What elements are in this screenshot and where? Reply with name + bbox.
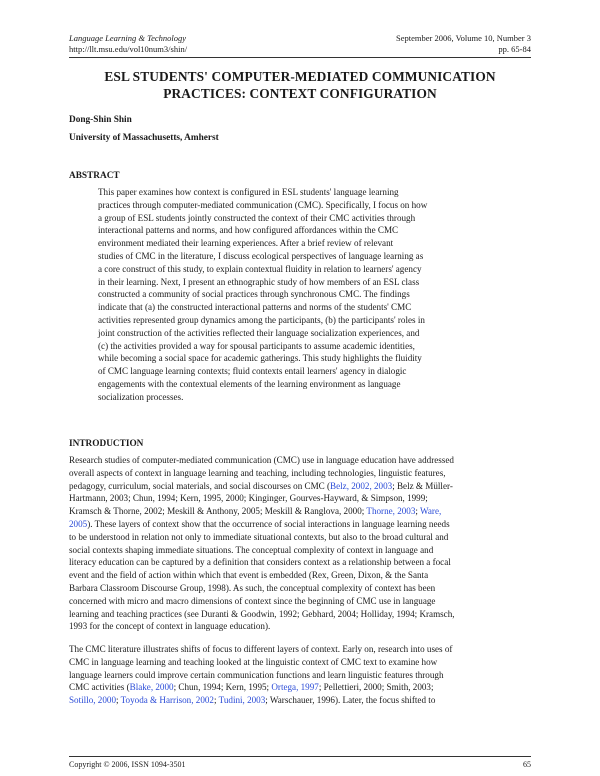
text-segment: social contexts shaping immediate situations. The conceptual complexity of context in language and: [69, 544, 434, 555]
text-line: [69, 620, 532, 633]
abstract-line: joint construction of the activities reflected their language socialization experiences, and: [98, 327, 420, 338]
citation-link[interactable]: 2005: [69, 518, 88, 529]
running-header: [69, 33, 531, 55]
text-line: [69, 681, 532, 694]
text-segment: CMC activities (: [69, 682, 130, 693]
text-line: [69, 656, 532, 669]
text-line: [69, 518, 532, 531]
page-number: 65: [523, 760, 531, 769]
text-segment: to be understood in relation not only to immediate situational contexts, but also to the broad cultural and: [69, 531, 449, 542]
text-segment: ; Chun, 1994; Kern, 1995;: [173, 682, 272, 693]
text-segment: Barbara Classroom Discourse Group, 1998). As such, the conceptual complexity of context has been: [69, 582, 436, 593]
citation-link[interactable]: Sotillo, 2000: [69, 695, 116, 706]
text-line: [69, 454, 532, 467]
copyright-notice: Copyright © 2006, ISSN 1094-3501: [69, 760, 186, 769]
text-segment: concerned with micro and macro dimensions of context since the beginning of CMC use in language: [69, 595, 436, 606]
journal-url[interactable]: http://llt.msu.edu/vol10num3/shin/: [69, 44, 188, 54]
text-segment: ;: [213, 695, 219, 706]
text-line: [69, 505, 532, 518]
text-line: [69, 467, 532, 480]
issue-info: September 2006, Volume 10, Number 3: [396, 33, 531, 43]
abstract-line: in their learning. Next, I present an ethnographic study of how members of an ESL class: [98, 276, 420, 287]
text-segment: ; Pellettieri, 2000; Smith, 2003;: [318, 682, 434, 693]
text-segment: Research studies of computer-mediated communication (CMC) use in language education have addressed: [69, 455, 454, 465]
citation-link[interactable]: Ware,: [420, 506, 442, 517]
abstract-line: practices through computer-mediated communication (CMC). Specifically, I focus on how: [98, 199, 428, 210]
abstract-line: a core construct of this study, to explain contextual fluidity in relation to learners' agency: [98, 263, 422, 274]
author-affiliation: University of Massachusetts, Amherst: [69, 133, 219, 143]
text-line: [69, 582, 532, 595]
abstract-line: while becoming a social space for academic gatherings. This study highlights the fluidity: [98, 353, 422, 364]
citation-link[interactable]: Toyoda & Harrison, 2002: [120, 695, 214, 706]
abstract-line: socialization processes.: [98, 391, 184, 402]
abstract-line: This paper examines how context is configured in ESL students' language learning: [98, 187, 399, 197]
abstract-line: studies of CMC in the literature, I discuss ecological perspectives of language learning as: [98, 250, 424, 261]
abstract-line: of CMC language learning contexts; fluid contexts entail learners' agency in dialogic: [98, 366, 407, 377]
text-segment: learning and teaching practices (see Duranti & Goodwin, 1992; Gebhard, 2004; Holliday, 1994; Kramsch,: [69, 608, 455, 619]
text-segment: Hartmann, 2003; Chun, 1994; Kern, 1995, 2000; Kinginger, Gourves-Hayward, & Simpson, 1999;: [69, 493, 428, 504]
abstract-line: (c) the activities provided a way for spousal participants to assume academic identities,: [98, 340, 415, 351]
text-segment: ). These layers of context show that the occurrence of social interactions in language learning needs: [87, 518, 450, 529]
text-line: [69, 595, 532, 608]
intro-paragraph-2: [69, 643, 532, 707]
text-line: [69, 643, 532, 656]
text-line: [69, 544, 532, 557]
text-segment: pedagogy, curriculum, social materials, and social discourses on CMC (: [69, 480, 331, 491]
text-segment: ; Warschauer, 1996). Later, the focus shifted to: [265, 695, 436, 706]
text-segment: overall aspects of context in language learning and teaching, including technologies, linguistic features,: [69, 467, 446, 478]
text-line: [69, 480, 532, 493]
text-segment: literacy education can be captured by a definition that considers context as a relationship between a focal: [69, 557, 451, 568]
abstract-line: constructed a community of social practices through synchronous CMC. The findings: [98, 289, 410, 300]
author-name: Dong-Shin Shin: [69, 115, 132, 125]
text-line: [69, 556, 532, 569]
text-line: [69, 492, 532, 505]
text-segment: ; Belz & Müller-: [392, 480, 453, 491]
text-segment: language learners could improve certain communication functions and learn linguistic features through: [69, 669, 444, 680]
text-line: [69, 569, 532, 582]
text-segment: Kramsch & Thorne, 2002; Meskill & Anthony, 2005; Meskill & Ranglova, 2000;: [69, 506, 367, 517]
text-line: [69, 531, 532, 544]
citation-link[interactable]: Tudini, 2003: [218, 695, 266, 706]
page-footer: [69, 760, 531, 770]
header-rule: [69, 57, 531, 58]
citation-link[interactable]: Ortega, 1997: [271, 682, 319, 693]
abstract-line: indicate that (a) the constructed interactional patterns and norms of the students' CMC: [98, 302, 412, 313]
abstract-line: environment mediated their learning experiences. After a brief review of relevant: [98, 238, 394, 249]
citation-link[interactable]: Belz, 2002, 2003: [330, 480, 393, 491]
text-segment: ;: [116, 695, 121, 706]
abstract-line: activities represented group dynamics among the participants, (b) the participants' roles in: [98, 314, 425, 325]
journal-name: Language Learning & Technology: [69, 33, 187, 43]
citation-link[interactable]: Blake, 2000: [129, 682, 174, 693]
text-line: [69, 608, 532, 621]
abstract-line: interactional patterns and norms, and how configured affordances within the CMC: [98, 225, 399, 236]
text-segment: ;: [415, 506, 421, 517]
text-segment: 1993 for the concept of context in language education).: [69, 621, 271, 632]
intro-paragraph-1: [69, 454, 532, 633]
page-range: pp. 65-84: [498, 44, 531, 54]
title-line-2: PRACTICES: CONTEXT CONFIGURATION: [163, 86, 437, 101]
abstract-line: a group of ESL students jointly constructed the context of their CMC activities through: [98, 212, 416, 223]
title-line-1: ESL STUDENTS' COMPUTER-MEDIATED COMMUNICATION: [104, 69, 496, 84]
text-segment: The CMC literature illustrates shifts of focus to different layers of context. Early on, research into uses of: [69, 644, 453, 654]
abstract-line: engagements with the contextual elements of the learning environment as language: [98, 378, 401, 389]
text-line: [69, 694, 532, 707]
introduction-heading: INTRODUCTION: [69, 439, 144, 449]
footer-rule: [69, 756, 531, 757]
text-segment: event and the field of action within which that event is embedded (Rex, Green, Dixon, & the Santa: [69, 570, 429, 581]
abstract-heading: ABSTRACT: [69, 171, 120, 181]
citation-link[interactable]: Thorne, 2003: [366, 506, 416, 517]
paper-title: [60, 68, 540, 102]
text-segment: CMC in language learning and teaching looked at the linguistic context of CMC text to examine how: [69, 656, 438, 667]
text-line: [69, 669, 532, 682]
abstract-text: [98, 186, 502, 404]
